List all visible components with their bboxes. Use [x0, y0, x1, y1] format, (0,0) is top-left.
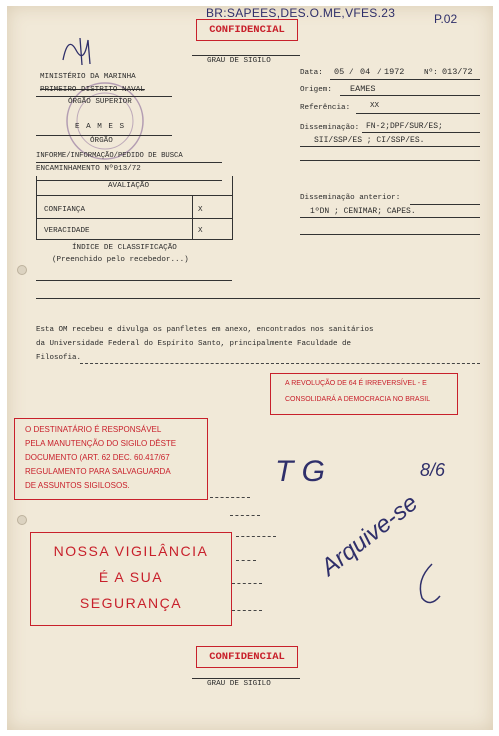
- dotted-rule: [80, 363, 480, 364]
- dotted-mark: [210, 497, 250, 498]
- distrito-label: PRIMEIRO DISTRITO NAVAL: [40, 86, 145, 94]
- numero-value: 013/72: [442, 67, 473, 77]
- destinatario-line2: PELA MANUTENÇÃO DO SIGILO DÊSTE: [25, 439, 177, 448]
- rule: [300, 146, 480, 147]
- avaliacao-row-mark: X: [198, 227, 203, 235]
- rule: [36, 195, 232, 196]
- revolucao-line1: A REVOLUÇÃO DE 64 É IRREVERSÍVEL - E: [285, 380, 427, 387]
- avaliacao-row-mark: X: [198, 206, 203, 214]
- eames-label: E A M E S: [75, 123, 126, 131]
- punch-hole: [17, 265, 27, 275]
- rule: [36, 96, 172, 97]
- body-text-line2: da Universidade Federal do Espírito Santo, principalmente Faculdade de: [36, 340, 352, 348]
- destinatario-line3: DOCUMENTO (ART. 62 DEC. 60.417/67: [25, 453, 170, 462]
- referencia-label: Referência:: [300, 104, 351, 112]
- revolucao-line2: CONSOLIDARÁ A DEMOCRACIA NO BRASIL: [285, 396, 431, 403]
- vigilancia-line2: É A SUA: [98, 569, 164, 585]
- rule: [340, 95, 480, 96]
- dotted-mark: [230, 515, 260, 516]
- ministerio-label: MINISTÉRIO DA MARINHA: [40, 73, 136, 81]
- signature-mark-icon: [410, 560, 450, 610]
- dotted-mark: [236, 536, 276, 537]
- vigilancia-line1: NOSSA VIGILÂNCIA: [53, 543, 209, 559]
- rule: [410, 204, 480, 205]
- orgao-superior-label: ÓRGÃO SUPERIOR: [68, 98, 132, 106]
- dotted-mark: [236, 560, 256, 561]
- page-number: P.02: [434, 12, 458, 26]
- vigilancia-line3: SEGURANÇA: [79, 595, 183, 611]
- numero-label: Nº:: [424, 69, 438, 77]
- data-year: 1972: [384, 67, 405, 77]
- dotted-mark: [232, 610, 262, 611]
- handwritten-note-arquive: Arquive-se: [316, 489, 424, 582]
- rule: [362, 132, 480, 133]
- orgao-label: ÓRGÃO: [90, 137, 113, 145]
- encaminhamento-label: ENCAMINHAMENTO Nº013/72: [36, 165, 141, 173]
- dotted-mark: [232, 583, 262, 584]
- pen-scribble-icon: [58, 30, 103, 70]
- classificacao-title: ÍNDICE DE CLASSIFICAÇÃO: [72, 244, 177, 252]
- handwritten-reference: BR:SAPEES,DES.O.ME,VFES.23: [206, 6, 396, 20]
- grau-sigilo-line: [192, 678, 300, 679]
- classificacao-subtitle: (Preenchido pelo recebedor...): [52, 256, 189, 264]
- rule: [356, 113, 480, 114]
- informe-label: INFORME/INFORMAÇÃO/PEDIDO DE BUSCA: [36, 152, 183, 160]
- origem-label: Origem:: [300, 86, 332, 94]
- confidential-stamp-top: CONFIDENCIAL: [196, 19, 298, 41]
- destinatario-line1: O DESTINATÁRIO É RESPONSÁVEL: [25, 425, 162, 434]
- avaliacao-title: AVALIAÇÃO: [108, 182, 150, 190]
- document-page: BR:SAPEES,DES.O.ME,VFES.23 P.02 CONFIDENCIAL GRAU DE SIGILO MINISTÉRIO DA MARINHA PRIMEIRO DISTRITO NAVAL ÓRGÃO SUPERIOR E A M E S ÓRGÃO INFORME/INFORMAÇÃO/PEDIDO DE BUSCA ENCAMINHAMENTO Nº013/72 Data: 05 / 04 / 1972 Nº: 013/72 Origem: EAMES Referência: XX Disseminação: FN-2;DPF/SUR/ES; SII/SSP/ES ; CI/SSP/ES. Disseminação anterior: 1ºDN ; CENIMAR; CAPES. AVALIAÇÃO CONFIANÇA X VERACIDADE X ÍNDICE DE CLASSIFICAÇÃO (Preenchido pelo recebedor...) Esta OM recebeu e divulga os panfletes em anexo, encontrados nos sanitários da Universidade Federal do Espírito Santo, principalmente Faculdade de Filosofia. A REVOLUÇÃO DE 64 É IRREVERSÍVEL - E CONSOLIDARÁ A DEMOCRACIA NO BRASIL O DESTINATÁRIO É RESPONSÁVEL PELA MANUTENÇÃO DO SIGILO DÊSTE DOCUMENTO (ART. 62 DEC. 60.417/67 REGULAMENTO PARA SALVAGUARDA DE ASSUNTOS SIGILOSOS. NOSSA VIGILÂNCIA É A SUA SEGURANÇA T G 8/6 Arquive-se CONFIDENCIAL GRAU DE SIGILO: [0, 0, 499, 736]
- disseminacao-label: Disseminação:: [300, 124, 360, 132]
- rule: [36, 218, 232, 219]
- rule: [300, 160, 480, 161]
- data-day: 05: [334, 67, 345, 77]
- dissem-anterior-value: 1ºDN ; CENIMAR; CAPES.: [310, 207, 416, 216]
- handwritten-note-date: 8/6: [420, 460, 446, 480]
- grau-sigilo-label-bottom: GRAU DE SIGILO: [207, 680, 271, 688]
- rule: [330, 79, 480, 80]
- rule: [36, 239, 232, 240]
- rule: [36, 280, 232, 281]
- rule: [36, 135, 172, 136]
- punch-hole: [17, 515, 27, 525]
- handwritten-note-initials: T G: [275, 455, 325, 488]
- rule: [300, 217, 480, 218]
- vigilancia-stamp: [30, 532, 232, 626]
- confidential-stamp-bottom: CONFIDENCIAL: [196, 646, 298, 668]
- rule: [36, 180, 222, 181]
- dissem-anterior-label: Disseminação anterior:: [300, 194, 401, 202]
- data-label: Data:: [300, 69, 323, 77]
- avaliacao-row-label: VERACIDADE: [44, 227, 90, 235]
- rule: [36, 162, 222, 163]
- body-text-line3: Filosofia.: [36, 354, 82, 362]
- table-border: [232, 176, 233, 240]
- rule: [300, 234, 480, 235]
- grau-sigilo-line: [192, 55, 300, 56]
- disseminacao-line1: FN-2;DPF/SUR/ES;: [366, 122, 443, 131]
- origem-value: EAMES: [350, 84, 376, 94]
- table-border: [36, 176, 37, 240]
- body-text-line1: Esta OM recebeu e divulga os panfletes em anexo, encontrados nos sanitários: [36, 326, 374, 334]
- rule: [36, 298, 480, 299]
- destinatario-line5: DE ASSUNTOS SIGILOSOS.: [25, 481, 130, 490]
- avaliacao-row-label: CONFIANÇA: [44, 206, 86, 214]
- revolucao-stamp: [270, 373, 458, 415]
- destinatario-line4: REGULAMENTO PARA SALVAGUARDA: [25, 467, 171, 476]
- destinatario-stamp: [14, 418, 208, 500]
- grau-sigilo-label-top: GRAU DE SIGILO: [207, 57, 271, 65]
- referencia-value: XX: [370, 102, 380, 110]
- data-month: 04: [360, 67, 371, 77]
- disseminacao-line2: SII/SSP/ES ; CI/SSP/ES.: [314, 136, 425, 145]
